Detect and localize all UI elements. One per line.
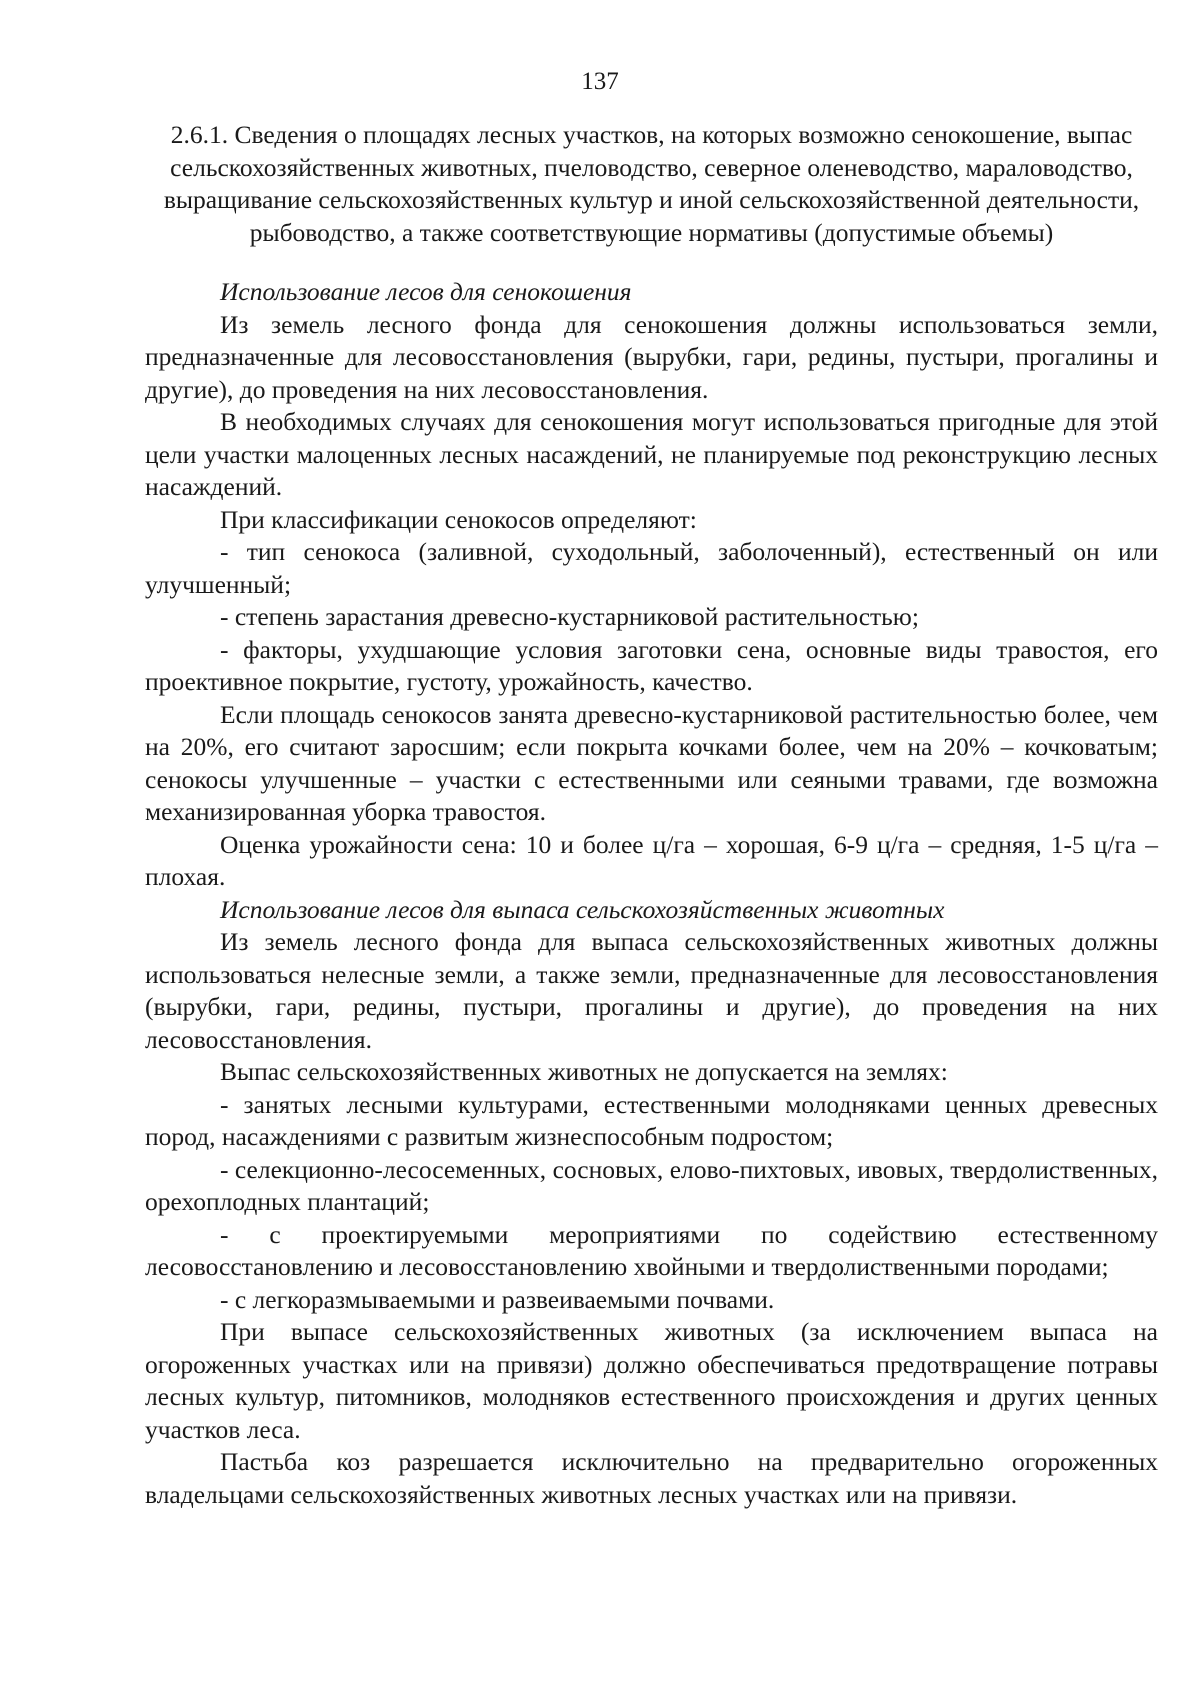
list-item: - с легкоразмываемыми и развеиваемыми почвами.	[220, 1284, 775, 1314]
list-item: - занятых лесными культурами, естественными молодняками ценных древесных пород, насаждениями с развитым жизнеспособным подростом;	[145, 1089, 1158, 1151]
list-item: - тип сенокоса (заливной, суходольный, заболоченный), естественный он или улучшенный;	[145, 537, 1158, 599]
section-heading: 2.6.1. Сведения о площадях лесных участков, на которых возможно сенокошение, выпас сельскохозяйственных животных, пчеловодство, северное оленеводство, мараловодство, выращивание сельскохозяйственных культур и иной сельскохозяйственной деятельности, рыбоводство, а также соответствующие нормативы (допустимые объемы)	[163, 120, 1140, 247]
paragraph: Пастьба коз разрешается исключительно на предварительно огороженных владельцами сельскохозяйственных животных лесных участках или на привязи.	[145, 1447, 1158, 1509]
page-number: 137	[581, 68, 619, 95]
subsection-title-haymaking: Использование лесов для сенокошения	[220, 277, 632, 306]
paragraph: При классификации сенокосов определяют:	[220, 504, 697, 534]
subsection-title-grazing: Использование лесов для выпаса сельскохозяйственных животных	[220, 894, 945, 924]
paragraph: Из земель лесного фонда для выпаса сельскохозяйственных животных должны использоваться нелесные земли, а также земли, предназначенные для лесовосстановления (вырубки, гари, редины, пустыри, прогалины и другие), до проведения на них лесовосстановления.	[145, 927, 1158, 1054]
paragraph: Если площадь сенокосов занята древесно-кустарниковой растительностью более, чем на 20%, его считают заросшим; если покрыта кочками более, чем на 20% – кочковатым; сенокосы улучшенные – участки с естественными или сеяными травами, где возможна механизированная уборка травостоя.	[145, 699, 1158, 826]
paragraph: В необходимых случаях для сенокошения могут использоваться пригодные для этой цели участки малоценных лесных насаждений, не планируемые под реконструкцию лесных насаждений.	[145, 407, 1158, 501]
paragraph: При выпасе сельскохозяйственных животных (за исключением выпаса на огороженных участках или на привязи) должно обеспечиваться предотвращение потравы лесных культур, питомников, молодняков естественного происхождения и других ценных участков леса.	[145, 1317, 1158, 1444]
paragraph: Оценка урожайности сена: 10 и более ц/га – хорошая, 6-9 ц/га – средняя, 1-5 ц/га – плохая.	[145, 829, 1158, 891]
list-item: - степень зарастания древесно-кустарниковой растительностью;	[220, 602, 919, 631]
list-item: - с проектируемыми мероприятиями по содействию естественному лесовосстановлению и лесовосстановлению хвойными и твердолиственными породами;	[145, 1219, 1158, 1281]
paragraph: Из земель лесного фонда для сенокошения должны использоваться земли, предназначенные для лесовосстановления (вырубки, гари, редины, пустыри, прогалины и другие), до проведения на них лесовосстановления.	[145, 309, 1158, 404]
list-item: - селекционно-лесосеменных, сосновых, елово-пихтовых, ивовых, твердолиственных, орехоплодных плантаций;	[145, 1154, 1158, 1216]
paragraph: Выпас сельскохозяйственных животных не допускается на землях:	[220, 1057, 948, 1086]
page-content	[145, 119, 1158, 1511]
list-item: - факторы, ухудшающие условия заготовки сена, основные виды травостоя, его проективное покрытие, густоту, урожайность, качество.	[145, 634, 1158, 696]
